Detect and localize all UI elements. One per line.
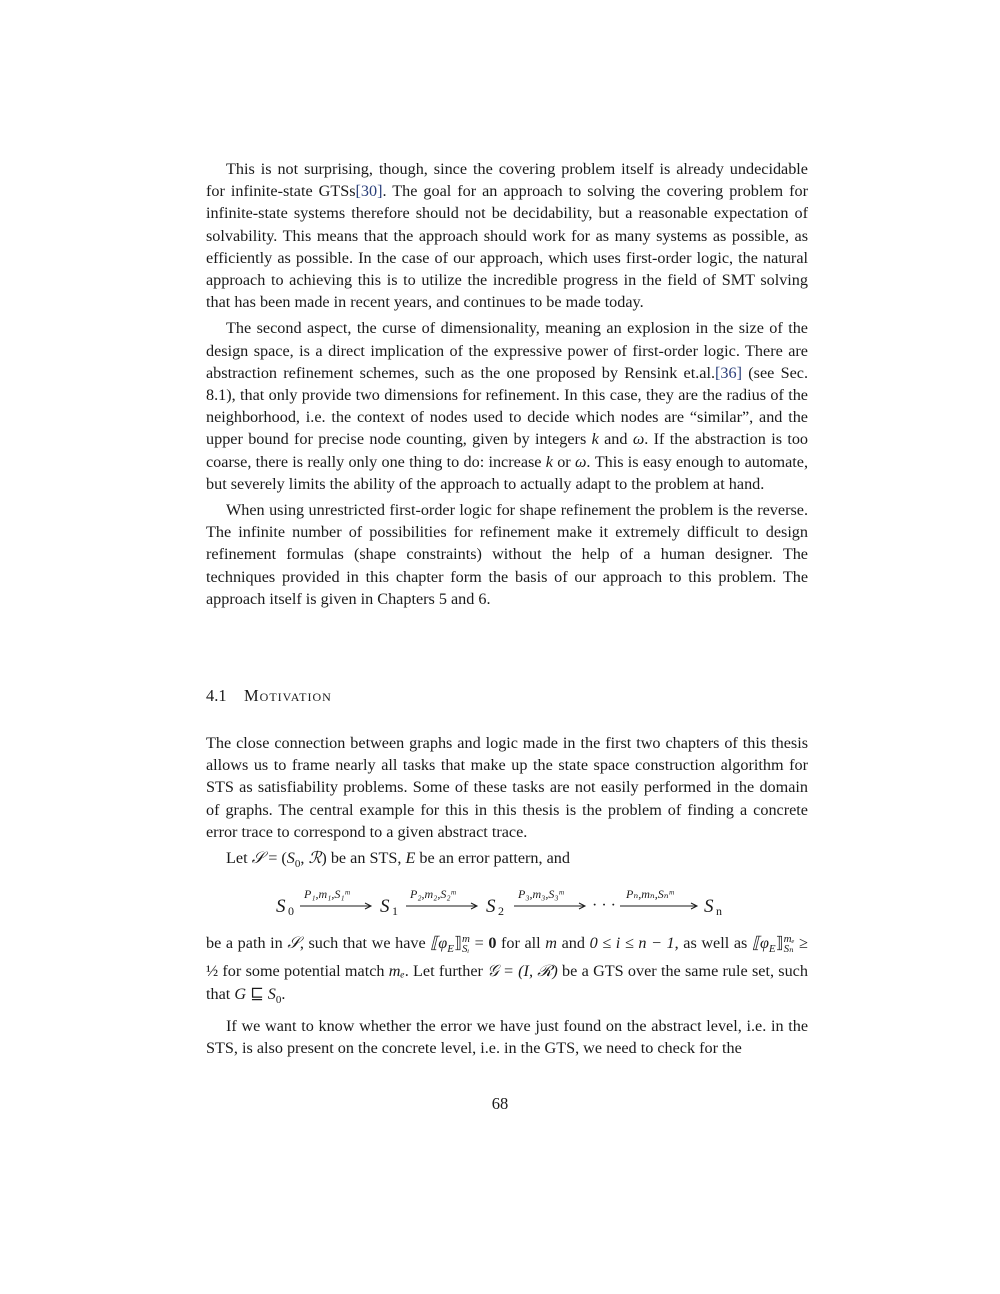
node-S2-sub: 2: [498, 904, 504, 918]
section-title: Motivation: [244, 686, 332, 705]
math-k: k: [591, 430, 599, 449]
math-me: mₑ: [388, 962, 405, 981]
math-E: E: [405, 849, 416, 868]
page-number: 68: [491, 1094, 509, 1113]
math-G-def: 𝒢 = (I, ℛ): [487, 962, 558, 981]
math-sub-2: Sₙ: [783, 943, 794, 956]
math-inequality: 0 ≤ i ≤ n − 1: [589, 934, 675, 952]
p2-text-f: . This is easy enough to automate, but severely limits the ability of the approach to actually adapt to the problem at hand.: [206, 452, 808, 493]
p6-text-b: , such that we have: [299, 934, 431, 952]
math-phi-1-E: E: [447, 943, 455, 956]
node-S2: S: [486, 896, 496, 917]
paragraph-7: If we want to know whether the error we have just found on the abstract level, i.e. in the STS, is also present on the concrete level, i.e. in the GTS, we need to check for the: [206, 1017, 808, 1058]
text-block-bottom: [206, 932, 808, 1059]
math-supsub-1: [462, 934, 470, 954]
math-eq: = (: [264, 849, 287, 868]
node-S0: S: [276, 896, 286, 917]
p2-text-d: . If the abstraction is too coarse, there is really only one thing to do: increase: [206, 430, 809, 471]
p6-text-h: be a GTS over the same rule set, such that: [206, 962, 808, 1003]
section-number: 4.1: [206, 686, 227, 705]
math-comma: ,: [300, 849, 309, 868]
section-heading: [206, 686, 332, 706]
paragraph-6: [206, 932, 808, 1011]
math-G-sub-0: 0: [275, 993, 282, 1006]
arrow-label-1: P₁,m₁,S₁ᵐ: [304, 887, 350, 901]
p6-text-c: for all: [496, 934, 546, 952]
math-omega: ω: [632, 430, 645, 449]
p5-text-c: be an error pattern, and: [415, 849, 570, 868]
math-S0-sub: 0: [294, 858, 301, 871]
math-supsub-2: [784, 934, 795, 954]
math-rb-2: ⟧: [775, 934, 784, 952]
ellipsis: · · ·: [592, 897, 616, 914]
math-zero: 0: [488, 934, 497, 952]
p5-text-b: be an STS,: [326, 849, 406, 868]
math-eq0: =: [469, 934, 489, 952]
citation-30[interactable]: [30]: [355, 182, 383, 201]
arrow-label-2: P₂,m₂,S₂ᵐ: [410, 887, 456, 901]
arrow-label-3: P₃,m₃,S₃ᵐ: [518, 887, 564, 901]
p6-text-i: .: [281, 984, 286, 1003]
math-phi-2: ⟦φ: [751, 934, 769, 952]
math-close: ): [321, 849, 327, 868]
text-block-top: [206, 158, 808, 610]
math-ge-half: ≥ ½: [206, 934, 808, 981]
citation-36[interactable]: [36]: [715, 363, 742, 382]
math-sup-2: mₑ: [783, 933, 795, 946]
math-k-2: k: [545, 452, 553, 471]
node-Sn: S: [704, 896, 714, 917]
node-S1-sub: 1: [392, 904, 398, 918]
math-S0: S: [286, 849, 295, 868]
math-sup-1: m: [462, 933, 470, 946]
math-R-cal: ℛ: [308, 849, 322, 868]
node-S1: S: [380, 896, 390, 917]
paragraph-1: [206, 158, 808, 313]
arrow-label-n: Pₙ,mₙ,Sₙᵐ: [626, 887, 674, 901]
math-phi-2-E: E: [768, 943, 776, 956]
paragraph-5: [206, 847, 808, 875]
math-phi-1: ⟦φ: [430, 934, 448, 952]
p2-text-c: and: [598, 430, 633, 449]
path-display-equation: [276, 884, 736, 918]
text-block-motivation: [206, 732, 808, 875]
paragraph-4: The close connection between graphs and logic made in the first two chapters of this thesis allows us to frame nearly all tasks that make up the state space construction algorithm for STS as satisfiability problems. Some of these tasks are not easily performed in the domain of graphs. The central example for this in this thesis is the problem of finding a concrete error trace to correspond to a given abstract trace.: [206, 734, 808, 841]
math-S-cal-2: 𝒮: [287, 934, 300, 952]
p2-text-e: or: [552, 452, 575, 471]
p1-text-a: This is not surprising, though, since the covering problem itself is already undecidable for infinite-state GTSs: [206, 160, 808, 201]
p6-text-g: . Let further: [404, 962, 488, 981]
p5-text-a: Let: [226, 849, 252, 868]
p1-text-b: . The goal for an approach to solving the covering problem for infinite-state systems therefore should not be decidability, but a reasonable expectation of solvability. This means that the approach should work for as many systems as possible, as efficiently as possible. In the case of our approach, which uses first-order logic, the natural approach to achieving this is to utilize the incredible progress in the field of SMT solving that has been made in recent years, and continues to be made today.: [206, 182, 809, 312]
p2-text-b: (see Sec. 8.1), that only provide two dimensions for refinement. In this case, they are the radius of the neighborhood, i.e. the context of nodes used to decide which nodes are “similar”, and the upper bound for precise node counting, given by integers: [206, 363, 808, 449]
paragraph-3: When using unrestricted first-order logic for shape refinement the problem is the reverse. The infinite number of possibilities for refinement make it extremely difficult to design refinement formulas (shape constraints) without the help of a human designer. The techniques provided in this chapter form the basis of our approach to this problem. The approach itself is given in Chapters 5 and 6.: [206, 501, 808, 608]
p6-text-e: , as well as: [674, 934, 752, 952]
node-Sn-sub: n: [716, 904, 722, 918]
math-G-sub: G ⊑ S: [234, 984, 276, 1003]
p6-text-f: for some potential match: [218, 962, 389, 981]
p6-text-a: be a path in: [206, 934, 288, 952]
p2-text-a: The second aspect, the curse of dimensionality, meaning an explosion in the size of the design space, is a direct implication of the expressive power of first-order logic. There are abstraction refinement schemes, such as the one proposed by Rensink et.al.: [206, 319, 808, 382]
math-S-cal: 𝒮: [251, 849, 265, 868]
math-m: m: [545, 934, 557, 952]
math-rb-1: ⟧: [454, 934, 463, 952]
paragraph-2: [206, 317, 808, 495]
node-S0-sub: 0: [288, 904, 294, 918]
math-omega-2: ω: [574, 452, 587, 471]
p6-text-d: and: [556, 934, 590, 952]
math-sub-1: Sᵢ: [462, 943, 470, 956]
